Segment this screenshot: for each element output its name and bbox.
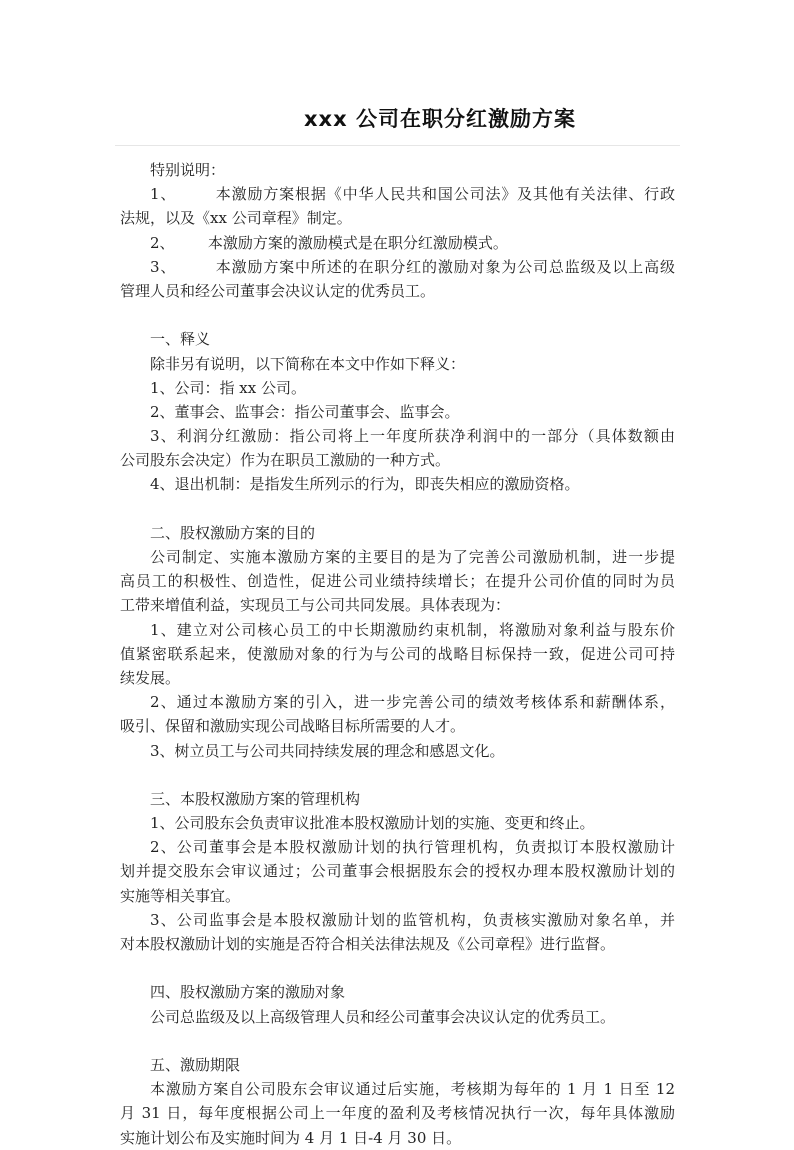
blank-line — [120, 303, 675, 327]
paragraph — [120, 352, 675, 376]
blank-line — [120, 763, 675, 787]
blank-line — [120, 1029, 675, 1053]
text-line: 3、利润分红激励：指公司将上一年度所获净利润中的一部分（具体数额由 — [150, 427, 675, 446]
text-line: 三、本股权激励方案的管理机构 — [150, 789, 361, 808]
paragraph — [120, 908, 675, 956]
text-line: 工带来增值利益，实现员工与公司共同发展。具体表现为： — [120, 596, 511, 615]
paragraph — [120, 690, 675, 738]
blank-line — [120, 956, 675, 980]
document-title: xxx 公司在职分红激励方案 — [304, 107, 576, 131]
paragraph — [120, 231, 675, 255]
paragraph — [120, 182, 675, 230]
text-line: 4、退出机制：是指发生所列示的行为，即丧失相应的激励资格。 — [150, 475, 580, 494]
text-line: 2、公司董事会是本股权激励计划的执行管理机构，负责拟订本股权激励计 — [150, 838, 675, 857]
paragraph — [120, 376, 675, 400]
paragraph — [120, 811, 675, 835]
text-line: 续发展。 — [120, 668, 181, 687]
text-line: 1、 本激励方案根据《中华人民共和国公司法》及其他有关法律、行政 — [150, 185, 675, 204]
paragraph — [120, 739, 675, 763]
text-line: 值紧密联系起来，使激励对象的行为与公司的战略目标保持一致，促进公司可持 — [120, 644, 675, 663]
paragraph — [120, 1077, 675, 1150]
text-line: 公司总监级及以上高级管理人员和经公司董事会决议认定的优秀员工。 — [150, 1007, 616, 1026]
text-line: 1、公司股东会负责审议批准本股权激励计划的实施、变更和终止。 — [150, 814, 595, 833]
text-line: 2、 本激励方案的激励模式是在职分红激励模式。 — [150, 233, 508, 252]
paragraph — [120, 472, 675, 496]
text-line: 实施计划公布及实施时间为 4 月 1 日-4 月 30 日。 — [120, 1128, 462, 1147]
text-line: 除非另有说明，以下简称在本文中作如下释义： — [150, 354, 466, 373]
text-line: 特别说明： — [150, 161, 226, 179]
text-line: 吸引、保留和激励实现公司战略目标所需要的人才。 — [120, 717, 466, 736]
paragraph — [120, 424, 675, 472]
paragraph — [120, 787, 675, 811]
paragraph — [120, 327, 675, 351]
text-line: 公司制定、实施本激励方案的主要目的是为了完善公司激励机制，进一步提 — [150, 548, 675, 566]
paragraph — [120, 521, 675, 545]
text-line: 本激励方案自公司股东会审议通过后实施，考核期为每年的 1 月 1 日至 12 — [150, 1080, 675, 1099]
text-line: 2、通过本激励方案的引入，进一步完善公司的绩效考核体系和薪酬体系， — [150, 693, 675, 712]
text-line: 3、 本激励方案中所述的在职分红的激励对象为公司总监级及以上高级 — [150, 257, 675, 276]
paragraph — [120, 255, 675, 303]
document-body — [120, 158, 675, 1150]
text-line: 划并提交股东会审议通过；公司董事会根据股东会的授权办理本股权激励计划的 — [120, 862, 675, 881]
text-line: 1、建立对公司核心员工的中长期激励约束机制，将激励对象利益与股东价 — [150, 620, 675, 639]
paragraph — [120, 980, 675, 1004]
paragraph — [120, 1053, 675, 1077]
paragraph — [120, 1005, 675, 1029]
text-line: 1、公司：指 xx 公司。 — [150, 378, 306, 397]
title-divider — [115, 145, 680, 146]
text-line: 法规，以及《xx 公司章程》制定。 — [120, 209, 352, 228]
paragraph — [120, 545, 675, 618]
blank-line — [120, 497, 675, 521]
text-line: 2、董事会、监事会：指公司董事会、监事会。 — [150, 402, 460, 421]
text-line: 对本股权激励计划的实施是否符合相关法律法规及《公司章程》进行监督。 — [120, 935, 616, 953]
text-line: 公司股东会决定）作为在职员工激励的一种方式。 — [120, 451, 451, 470]
paragraph — [120, 400, 675, 424]
text-line: 管理人员和经公司董事会决议认定的优秀员工。 — [120, 281, 436, 300]
text-line: 高员工的积极性、创造性，促进公司业绩持续增长；在提升公司价值的同时为员 — [120, 572, 675, 591]
text-line: 五、激励期限 — [150, 1055, 241, 1074]
paragraph — [120, 158, 675, 182]
text-line: 二、股权激励方案的目的 — [150, 523, 316, 542]
text-line: 3、公司监事会是本股权激励计划的监管机构，负责核实激励对象名单，并 — [150, 910, 675, 929]
paragraph — [120, 618, 675, 691]
text-line: 一、释义 — [150, 330, 211, 349]
text-line: 3、树立员工与公司共同持续发展的理念和感恩文化。 — [150, 741, 505, 760]
text-line: 实施等相关事宜。 — [120, 886, 241, 905]
text-line: 月 31 日，每年度根据公司上一年度的盈利及考核情况执行一次，每年具体激励 — [120, 1104, 675, 1123]
text-line: 四、股权激励方案的激励对象 — [150, 983, 346, 1002]
paragraph — [120, 835, 675, 908]
